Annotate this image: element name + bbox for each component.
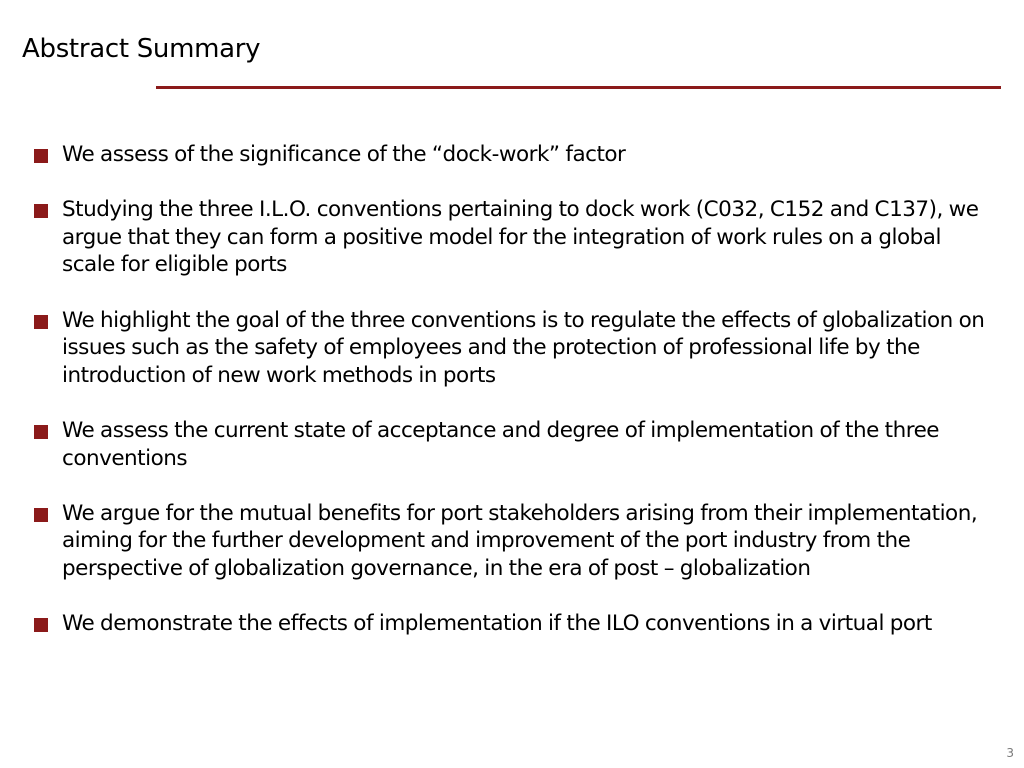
bullet-text: We assess of the significance of the “dock-work” factor (62, 142, 626, 167)
title-divider (156, 86, 1001, 89)
bullet-list (34, 141, 989, 665)
bullet-item (34, 307, 989, 390)
square-bullet-icon (34, 508, 48, 522)
bullet-text: We highlight the goal of the three conventions is to regulate the effects of globalization on issues such as the safety of employees and the protection of professional life by the introduction of new work methods in ports (62, 307, 985, 388)
page-number: 3 (1006, 746, 1014, 760)
square-bullet-icon (34, 425, 48, 439)
square-bullet-icon (34, 315, 48, 329)
bullet-item (34, 610, 989, 638)
bullet-text: We assess the current state of acceptance and degree of implementation of the three conventions (62, 417, 940, 471)
bullet-item (34, 196, 989, 279)
square-bullet-icon (34, 149, 48, 163)
bullet-item (34, 500, 989, 583)
slide-title: Abstract Summary (22, 34, 261, 64)
square-bullet-icon (34, 204, 48, 218)
bullet-text: We argue for the mutual benefits for port stakeholders arising from their implementation, aiming for the further development and improvement of the port industry from the perspective of globalization governance, in the era of post – globalization (62, 500, 978, 581)
bullet-text: Studying the three I.L.O. conventions pertaining to dock work (C032, C152 and C137), we argue that they can form a positive model for the integration of work rules on a global scale for eligible ports (62, 197, 979, 278)
square-bullet-icon (34, 618, 48, 632)
bullet-item (34, 417, 989, 472)
bullet-item (34, 141, 989, 169)
bullet-text: We demonstrate the effects of implementation if the ILO conventions in a virtual port (62, 611, 932, 637)
